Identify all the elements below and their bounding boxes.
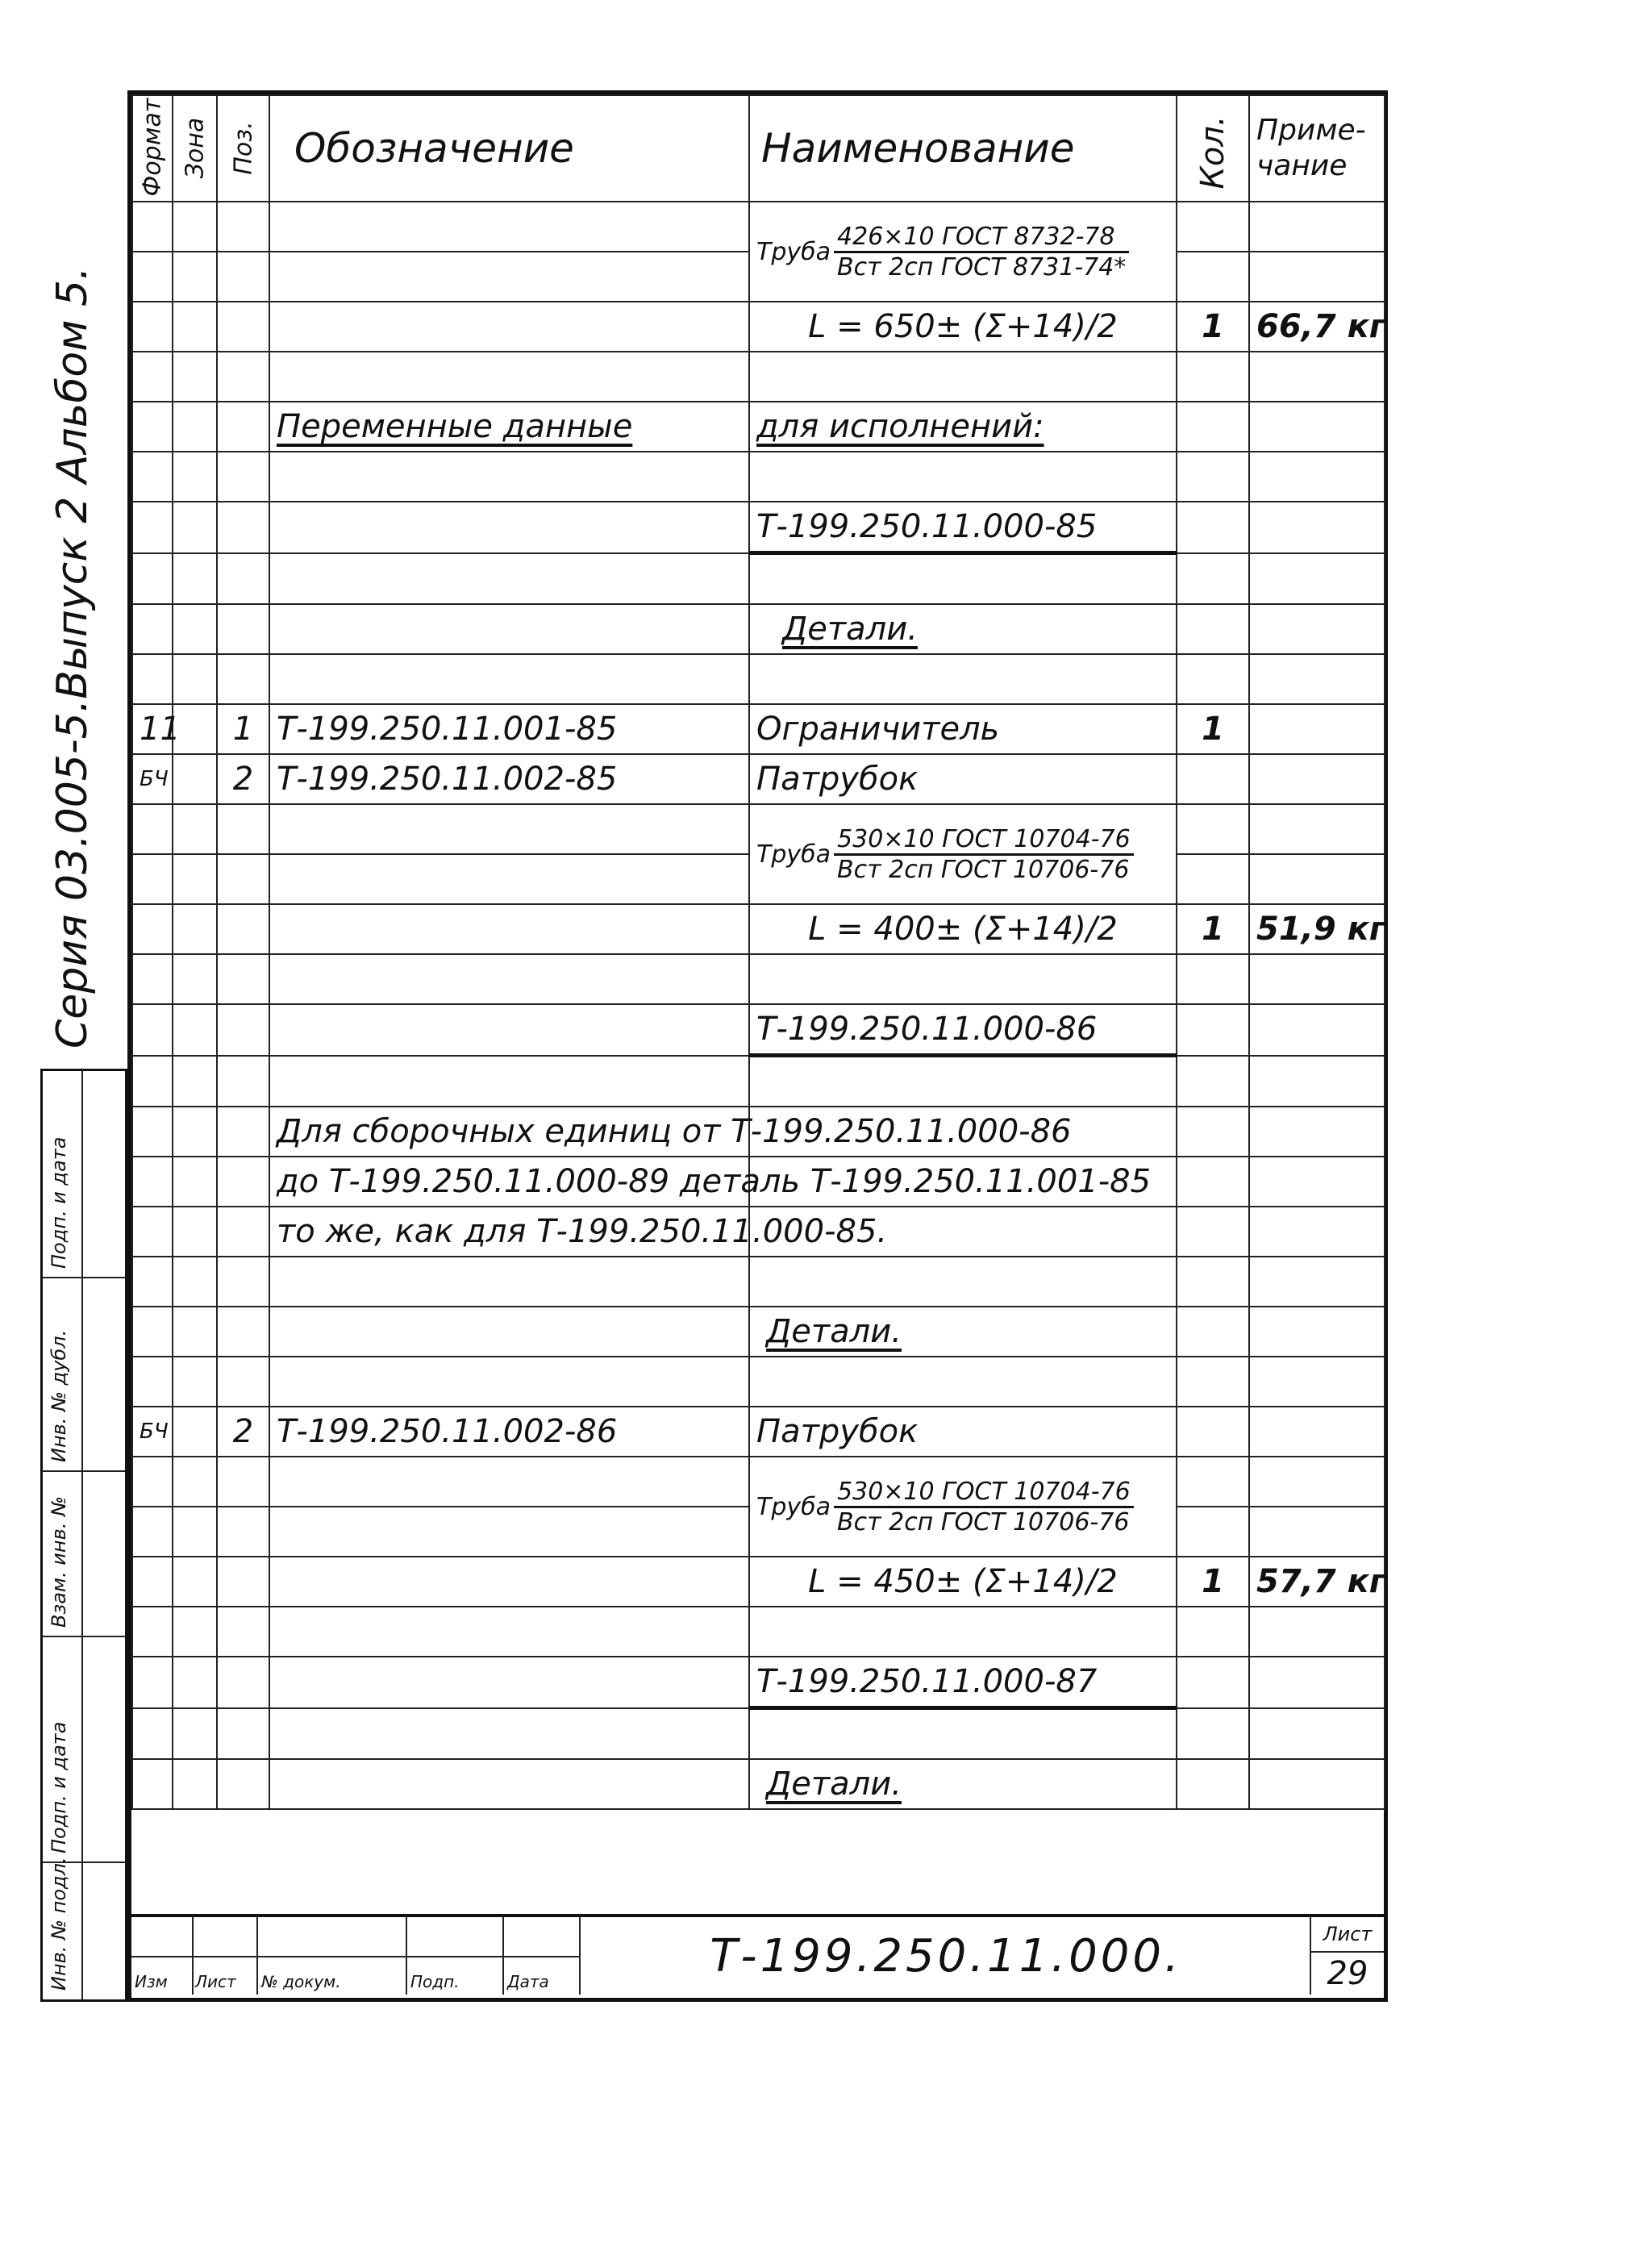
table-row xyxy=(132,804,1385,854)
qty-cell: 1 xyxy=(1177,1557,1249,1607)
table-row xyxy=(132,1157,1385,1207)
table-row xyxy=(132,904,1385,954)
length-value: L = 450± (Σ+14)/2 xyxy=(749,1557,1177,1607)
name-cell: Ограничитель xyxy=(749,704,1177,754)
qty-cell: 1 xyxy=(1177,704,1249,754)
format-cell: БЧ xyxy=(132,1407,173,1457)
header-designation: Обозначение xyxy=(269,95,749,202)
table-row xyxy=(132,1657,1385,1708)
header-zone: Зона xyxy=(173,95,217,202)
mass-cell: 66,7 кг xyxy=(1249,302,1385,352)
stamp-row xyxy=(43,1277,125,1472)
note-text-line: то же, как для Т-199.250.11.000-85. xyxy=(269,1207,749,1257)
sheet-number-box xyxy=(1310,1917,1384,1995)
table-row xyxy=(132,1004,1385,1056)
variant-code: Т-199.250.11.000-87 xyxy=(749,1657,1177,1708)
document-code: Т-199.250.11.000. xyxy=(710,1929,1182,1982)
qty-cell: 1 xyxy=(1177,302,1249,352)
note-text-line: до Т-199.250.11.000-89 деталь Т-199.250.11.001-85 xyxy=(269,1157,749,1207)
stamp-label: Подп. и дата xyxy=(48,1721,70,1853)
tb-label: Дата xyxy=(507,1972,549,1991)
sheet-number: 29 xyxy=(1327,1955,1368,1992)
section-parts: Детали. xyxy=(749,1307,1177,1357)
header-qty: Кол. xyxy=(1177,95,1249,202)
stamp-row xyxy=(43,1857,125,1999)
table-row xyxy=(132,553,1385,605)
tb-label: Лист xyxy=(195,1972,236,1991)
pos-cell: 1 xyxy=(217,704,269,754)
side-stamp-block xyxy=(40,1069,127,2002)
title-block-signature-grid xyxy=(131,1917,579,1995)
tb-label: Подп. xyxy=(410,1972,460,1991)
table-row xyxy=(132,654,1385,704)
table-row xyxy=(132,452,1385,502)
tb-label: Изм xyxy=(135,1972,168,1991)
sheet-label: Лист xyxy=(1311,1917,1384,1953)
table-header xyxy=(132,95,1385,202)
stamp-label: Взам. инв. № xyxy=(48,1496,70,1628)
stamp-label: Инв. № подл. xyxy=(48,1857,70,1991)
format-cell: БЧ xyxy=(132,754,173,804)
tb-label: № докум. xyxy=(261,1972,341,1991)
series-label: Серия 03.005-5.Выпуск 2 Альбом 5. xyxy=(48,266,97,1049)
table-row xyxy=(132,1457,1385,1507)
stamp-row xyxy=(43,1636,125,1863)
table-row xyxy=(132,1708,1385,1760)
stamp-label: Подп. и дата xyxy=(48,1136,70,1269)
mass-cell: 51,9 кг xyxy=(1249,904,1385,954)
title-block xyxy=(131,1914,1384,1998)
designation-cell: Т-199.250.11.001-85 xyxy=(269,704,749,754)
header-name: Наименование xyxy=(749,95,1177,202)
section-parts: Детали. xyxy=(749,604,1177,654)
table-row xyxy=(132,352,1385,402)
section-parts: Детали. xyxy=(749,1759,1177,1809)
table-row xyxy=(132,954,1385,1004)
table-row xyxy=(132,1759,1385,1809)
table-row xyxy=(132,1257,1385,1307)
tube-spec: Труба $\frac{\text{530×10 ГОСТ 10704-76}}{\text{Вст 2сп ГОСТ 10706-76}}$ xyxy=(749,1457,1177,1557)
variable-data-label: Переменные данные xyxy=(269,402,749,452)
table-row xyxy=(132,1207,1385,1257)
note-text-line: Для сборочных единиц от Т-199.250.11.000-86 xyxy=(269,1107,749,1157)
stamp-row xyxy=(43,1470,125,1637)
tube-spec: Труба $\frac{\text{426×10 ГОСТ 8732-78}}{\text{Вст 2сп ГОСТ 8731-74*}}$ xyxy=(749,202,1177,302)
length-value: L = 400± (Σ+14)/2 xyxy=(749,904,1177,954)
table-row xyxy=(132,502,1385,553)
table-row xyxy=(132,1107,1385,1157)
table-row xyxy=(132,1607,1385,1657)
table-row xyxy=(132,302,1385,352)
header-note: Приме- чание xyxy=(1249,95,1385,202)
designation-cell: Т-199.250.11.002-86 xyxy=(269,1407,749,1457)
header-format: Формат xyxy=(132,95,173,202)
table-row xyxy=(132,402,1385,452)
variant-code: Т-199.250.11.000-86 xyxy=(749,1004,1177,1056)
name-cell: Патрубок xyxy=(749,754,1177,804)
specification-table xyxy=(131,94,1385,1810)
table-row xyxy=(132,1056,1385,1107)
designation-cell: Т-199.250.11.002-85 xyxy=(269,754,749,804)
table-row xyxy=(132,604,1385,654)
format-cell: 11 xyxy=(132,704,173,754)
name-cell: Патрубок xyxy=(749,1407,1177,1457)
pos-cell: 2 xyxy=(217,1407,269,1457)
stamp-row xyxy=(43,1071,125,1278)
table-row xyxy=(132,1357,1385,1407)
header-pos: Поз. xyxy=(217,95,269,202)
drawing-sheet xyxy=(127,90,1388,2002)
length-value: L = 650± (Σ+14)/2 xyxy=(749,302,1177,352)
table-row xyxy=(132,1557,1385,1607)
mass-cell: 57,7 кг xyxy=(1249,1557,1385,1607)
stamp-label: Инв. № дубл. xyxy=(48,1329,70,1462)
table-row xyxy=(132,1307,1385,1357)
table-row xyxy=(132,1407,1385,1457)
table-row xyxy=(132,202,1385,252)
pos-cell: 2 xyxy=(217,754,269,804)
tube-spec: Труба $\frac{\text{530×10 ГОСТ 10704-76}}{\text{Вст 2сп ГОСТ 10706-76}}$ xyxy=(749,804,1177,904)
variable-data-label: для исполнений: xyxy=(749,402,1177,452)
table-row xyxy=(132,704,1385,754)
table-row xyxy=(132,754,1385,804)
variant-code: Т-199.250.11.000-85 xyxy=(749,502,1177,553)
qty-cell: 1 xyxy=(1177,904,1249,954)
